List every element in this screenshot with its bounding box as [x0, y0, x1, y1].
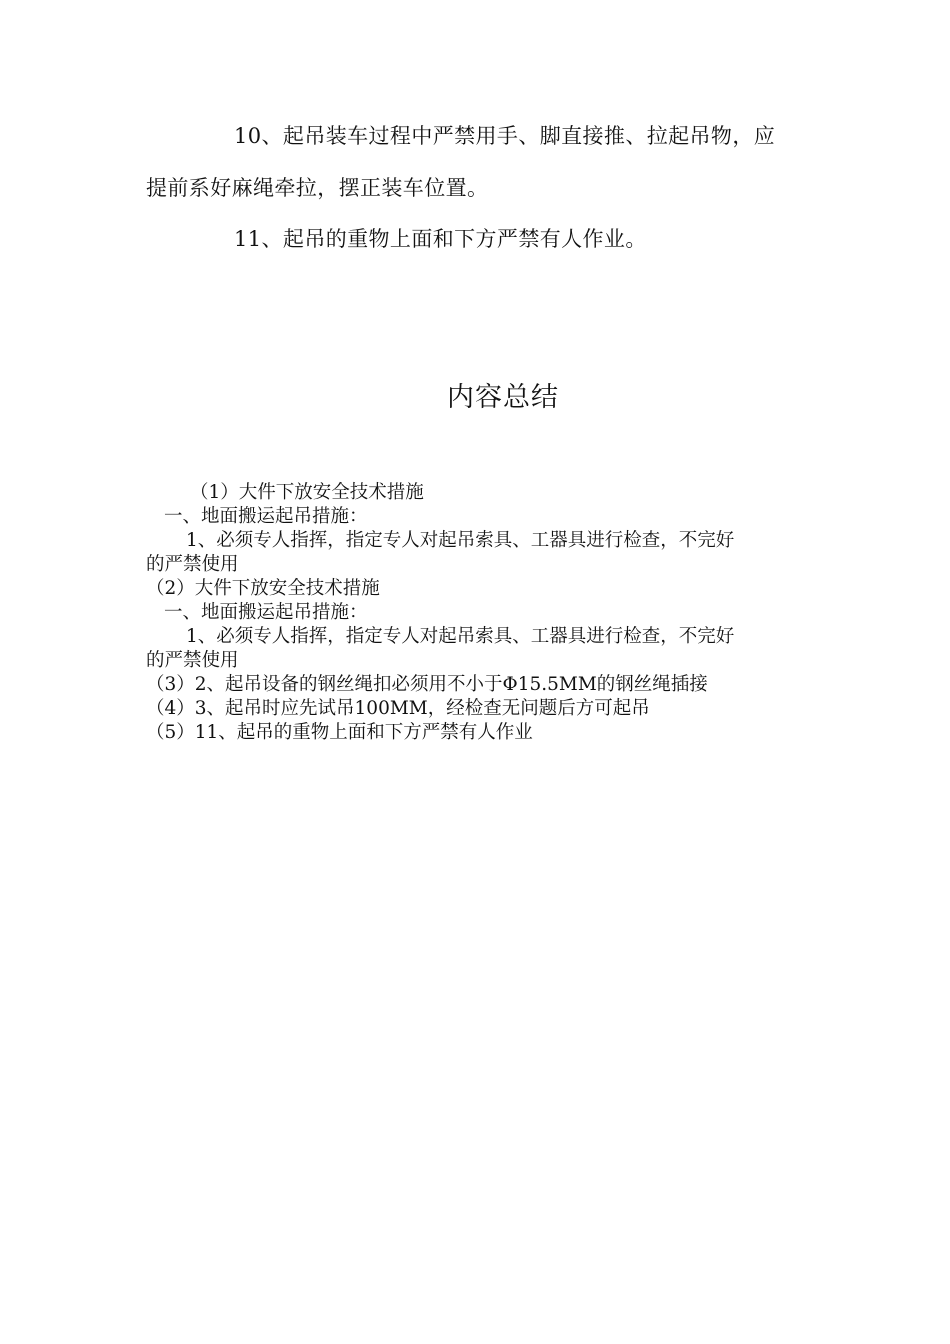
summary-line-5: （2）大件下放安全技术措施: [146, 578, 380, 599]
summary-line-7: 1、必须专人指挥，指定专人对起吊索具、工器具进行检查，不完好: [186, 626, 735, 647]
summary-heading: 内容总结: [447, 382, 559, 413]
item-11: 11、起吊的重物上面和下方严禁有人作业。: [234, 227, 647, 251]
summary-line-8: 的严禁使用: [146, 650, 239, 671]
summary-line-2: 一、地面搬运起吊措施：: [164, 506, 368, 527]
summary-line-10: （4）3、起吊时应先试吊100MM，经检查无问题后方可起吊: [146, 698, 650, 719]
summary-line-4: 的严禁使用: [146, 554, 239, 575]
summary-line-11: （5）11、起吊的重物上面和下方严禁有人作业: [146, 722, 533, 743]
item-10-line-2: 提前系好麻绳牵拉，摆正装车位置。: [146, 176, 489, 200]
summary-line-6: 一、地面搬运起吊措施：: [164, 602, 368, 623]
summary-line-9: （3）2、起吊设备的钢丝绳扣必须用不小于Φ15.5MM的钢丝绳插接: [146, 674, 708, 695]
summary-list: [146, 481, 806, 745]
summary-line-1: （1）大件下放安全技术措施: [190, 482, 424, 503]
item-10-line-1: 10、起吊装车过程中严禁用手、脚直接推、拉起吊物，应: [234, 124, 776, 148]
summary-line-3: 1、必须专人指挥，指定专人对起吊索具、工器具进行检查，不完好: [186, 530, 735, 551]
